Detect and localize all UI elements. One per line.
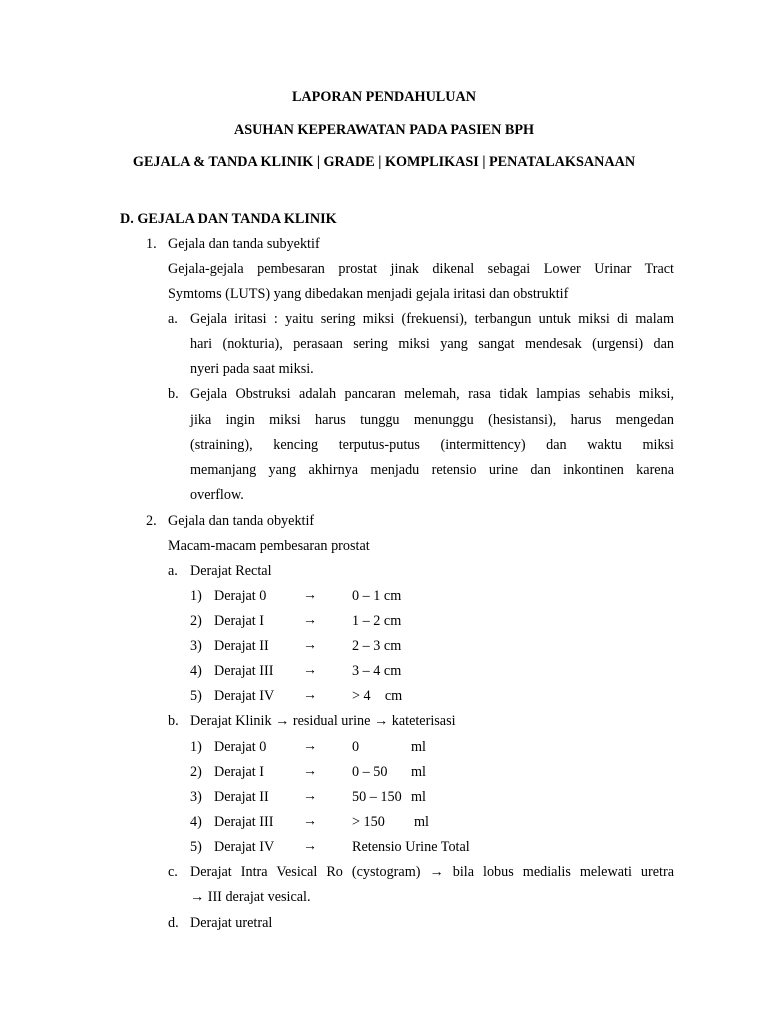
sub2-b-title-part2: residual urine xyxy=(292,713,371,729)
rectal-row-value: > 4 cm xyxy=(352,688,403,704)
klinik-row-grade: Derajat III xyxy=(214,814,274,830)
sub2-c-marker: c. xyxy=(168,864,178,880)
arrow-right-icon: → xyxy=(303,638,317,653)
klinik-row-grade: Derajat 0 xyxy=(214,739,267,755)
klinik-row-grade: Derajat IV xyxy=(214,839,275,855)
arrow-right-icon: → xyxy=(303,814,317,829)
sub2-b-title-part1: Derajat Klinik xyxy=(190,713,272,729)
klinik-row-value: 0 xyxy=(352,739,360,755)
sub1-intro-line1: Gejala-gejala pembesaran prostat jinak dikenal sebagai Lower Urinar Tract xyxy=(168,261,674,277)
arrow-right-icon: → xyxy=(275,713,290,729)
rectal-row-grade: Derajat 0 xyxy=(214,588,267,604)
klinik-row-value: > 150 xyxy=(352,814,385,830)
arrow-right-icon: → xyxy=(429,864,444,880)
klinik-row-unit: ml xyxy=(411,764,426,780)
sub1-item-b-line4: memanjang yang akhirnya menjadu retensio urine dan inkontinen karena xyxy=(190,462,674,478)
sub1-item-b-line1: Gejala Obstruksi adalah pancaran melemah, rasa tidak lampias sehabis miksi, xyxy=(190,386,674,402)
sub1-item-b-line2: jika ingin miksi harus tunggu menunggu (hesistansi), harus mengedan xyxy=(190,412,674,428)
arrow-right-icon: → xyxy=(190,889,205,905)
title-gejala: GEJALA & TANDA KLINIK | GRADE | KOMPLIKASI | PENATALAKSANAAN xyxy=(132,154,636,170)
sub2-c-line2 xyxy=(190,888,311,906)
sub1-label: 1. xyxy=(146,236,157,252)
klinik-row-grade: Derajat I xyxy=(214,764,265,780)
sub2-c-line1-part2: bila lobus medialis melewati uretra xyxy=(452,864,675,880)
rectal-row-grade: Derajat I xyxy=(214,613,265,629)
sub2-b-title-part3: kateterisasi xyxy=(391,713,456,729)
rectal-row-num: 1) xyxy=(190,588,202,604)
sub2-a-title: Derajat Rectal xyxy=(190,563,272,579)
title-asuhan: ASUHAN KEPERAWATAN PADA PASIEN BPH xyxy=(233,122,535,138)
arrow-right-icon: → xyxy=(303,739,317,754)
sub1-title: Gejala dan tanda subyektif xyxy=(168,236,320,252)
klinik-row-value: 50 – 150 xyxy=(352,789,402,805)
rectal-row-value: 0 – 1 cm xyxy=(352,588,402,604)
sub2-label: 2. xyxy=(146,513,157,529)
sub1-intro-line2: Symtoms (LUTS) yang dibedakan menjadi gejala iritasi dan obstruktif xyxy=(168,286,569,302)
title-laporan: LAPORAN PENDAHULUAN xyxy=(291,89,477,105)
klinik-row-num: 5) xyxy=(190,839,202,855)
arrow-right-icon: → xyxy=(303,764,317,779)
rectal-row-value: 3 – 4 cm xyxy=(352,663,402,679)
klinik-row-num: 1) xyxy=(190,739,202,755)
rectal-row-value: 1 – 2 cm xyxy=(352,613,402,629)
rectal-row-grade: Derajat IV xyxy=(214,688,275,704)
sub2-c-line1-part1: Derajat Intra Vesical Ro (cystogram) xyxy=(190,864,421,880)
arrow-right-icon: → xyxy=(303,613,317,628)
rectal-row-num: 3) xyxy=(190,638,202,654)
sub1-item-a-marker: a. xyxy=(168,311,178,327)
sub1-item-b-line5: overflow. xyxy=(190,487,244,503)
sub1-item-b-line3: (straining), kencing terputus-putus (intermittency) dan waktu miksi xyxy=(190,437,674,453)
klinik-row-value: Retensio Urine Total xyxy=(352,839,470,855)
klinik-row-grade: Derajat II xyxy=(214,789,269,805)
klinik-row-unit: ml xyxy=(411,789,426,805)
arrow-right-icon: → xyxy=(303,839,317,854)
arrow-right-icon: → xyxy=(374,713,389,729)
arrow-right-icon: → xyxy=(303,588,317,603)
sub2-a-marker: a. xyxy=(168,563,178,579)
sub2-d-marker: d. xyxy=(168,915,179,931)
klinik-row-num: 3) xyxy=(190,789,202,805)
klinik-row-unit: ml xyxy=(414,814,429,830)
klinik-row-value: 0 – 50 xyxy=(352,764,388,780)
sub2-b-marker: b. xyxy=(168,713,179,729)
sub2-c-line1 xyxy=(190,863,674,881)
sub2-title: Gejala dan tanda obyektif xyxy=(168,513,315,529)
sub2-intro: Macam-macam pembesaran prostat xyxy=(168,538,370,554)
sub2-d-title: Derajat uretral xyxy=(190,915,273,931)
klinik-row-num: 4) xyxy=(190,814,202,830)
section-heading: D. GEJALA DAN TANDA KLINIK xyxy=(120,211,337,227)
rectal-row-value: 2 – 3 cm xyxy=(352,638,402,654)
klinik-row-unit: ml xyxy=(411,739,426,755)
arrow-right-icon: → xyxy=(303,688,317,703)
rectal-row-grade: Derajat II xyxy=(214,638,269,654)
sub1-item-a-line1: Gejala iritasi : yaitu sering miksi (frekuensi), terbangun untuk miksi di malam xyxy=(190,311,674,327)
rectal-row-num: 4) xyxy=(190,663,202,679)
rectal-row-num: 5) xyxy=(190,688,202,704)
arrow-right-icon: → xyxy=(303,789,317,804)
klinik-row-num: 2) xyxy=(190,764,202,780)
sub1-item-a-line3: nyeri pada saat miksi. xyxy=(190,361,314,377)
sub2-c-line2-text: III derajat vesical. xyxy=(207,889,311,905)
rectal-row-grade: Derajat III xyxy=(214,663,274,679)
sub1-item-a-line2: hari (nokturia), perasaan sering miksi yang sangat mendesak (urgensi) dan xyxy=(190,336,674,352)
arrow-right-icon: → xyxy=(303,663,317,678)
sub2-b-title xyxy=(190,712,456,730)
rectal-row-num: 2) xyxy=(190,613,202,629)
sub1-item-b-marker: b. xyxy=(168,386,179,402)
